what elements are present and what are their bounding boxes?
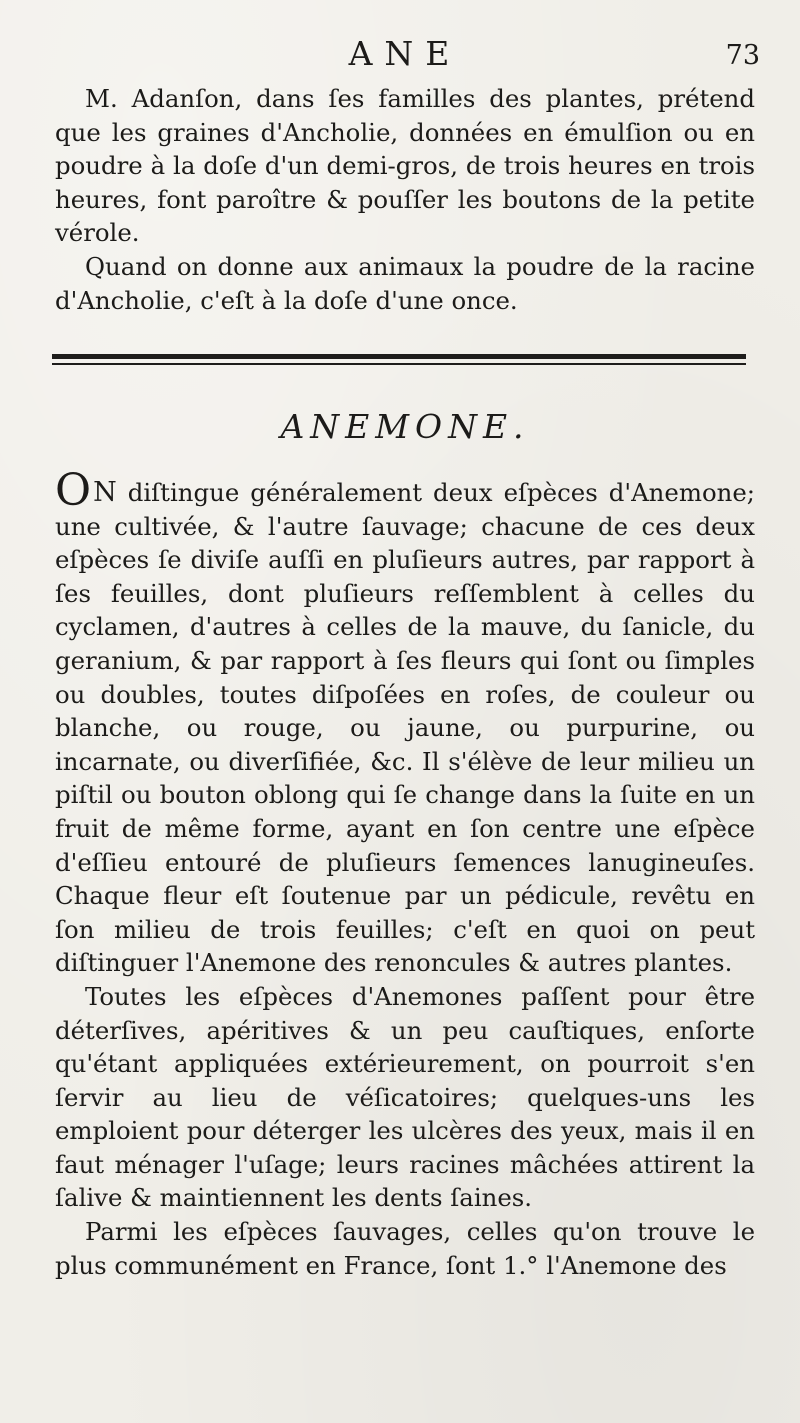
paragraph-adanson: M. Adanſon, dans ſes familles des plantes, prétend que les graines d'Ancholie, données en émulſion ou en poudre à la doſe d'un demi-gros, de trois heures en trois heures, font paroître & pouſſer les boutons de la petite vérole. [55, 84, 755, 248]
section-title: ANEMONE. [280, 407, 530, 446]
divider-thick-rule [52, 354, 746, 359]
running-head: ANE [348, 34, 462, 73]
paragraph-wild-species: Parmi les eſpèces ſauvages, celles qu'on trouve le plus communément en France, ſont 1.° l'Anemone des [55, 1217, 755, 1280]
page-number: 73 [725, 40, 760, 71]
top-section [55, 82, 755, 317]
paragraph-properties: Toutes les eſpèces d'Anemones paſſent pour être déterſives, apéritives & un peu cauſtiques, enſorte qu'étant appliquées extérieurement, on pourroit s'en ſervir au lieu de véſicatoires; quelques-uns les emploient pour déterger les ulcères des yeux, mais il en faut ménager l'uſage; leurs racines mâchées attirent la ſalive & maintiennent les dents ſaines. [55, 981, 755, 1213]
paragraph-animaux: Quand on donne aux animaux la poudre de la racine d'Ancholie, c'eſt à la doſe d'une once. [55, 251, 755, 315]
drop-cap: O [55, 465, 92, 516]
section-divider [52, 354, 746, 365]
page-header [50, 34, 760, 84]
first-word-rest: N [93, 477, 117, 508]
paragraph-intro-text: diſtingue généralement deux eſpèces d'Anemone; une cultivée, & l'autre ſauvage; chacune de ces deux eſpèces ſe diviſe auſſi en pluſieurs autres, par rapport à ſes feuilles, dont pluſieurs reſſemblent à celles du cyclamen, d'autres à celles de la mauve, du ſanicle, du geranium, & par rapport à ſes fleurs qui ſont ou ſimples ou doubles, toutes diſpoſées en roſes, de couleur ou blanche, ou rouge, ou jaune, ou purpurine, ou incarnate, ou diverſifiée, &c. Il s'élève de leur milieu un piſtil ou bouton oblong qui ſe change dans la ſuite en un fruit de même forme, ayant en ſon centre une eſpèce d'eſſieu entouré de pluſieurs ſemences lanugineuſes. Chaque fleur eſt ſoutenue par un pédicule, revêtu en ſon milieu de trois feuilles; c'eſt en quoi on peut diſtinguer l'Anemone des renoncules & autres plantes. [55, 478, 755, 978]
main-section [55, 465, 755, 1282]
divider-thin-rule [52, 363, 746, 365]
paragraph-intro [55, 465, 755, 980]
